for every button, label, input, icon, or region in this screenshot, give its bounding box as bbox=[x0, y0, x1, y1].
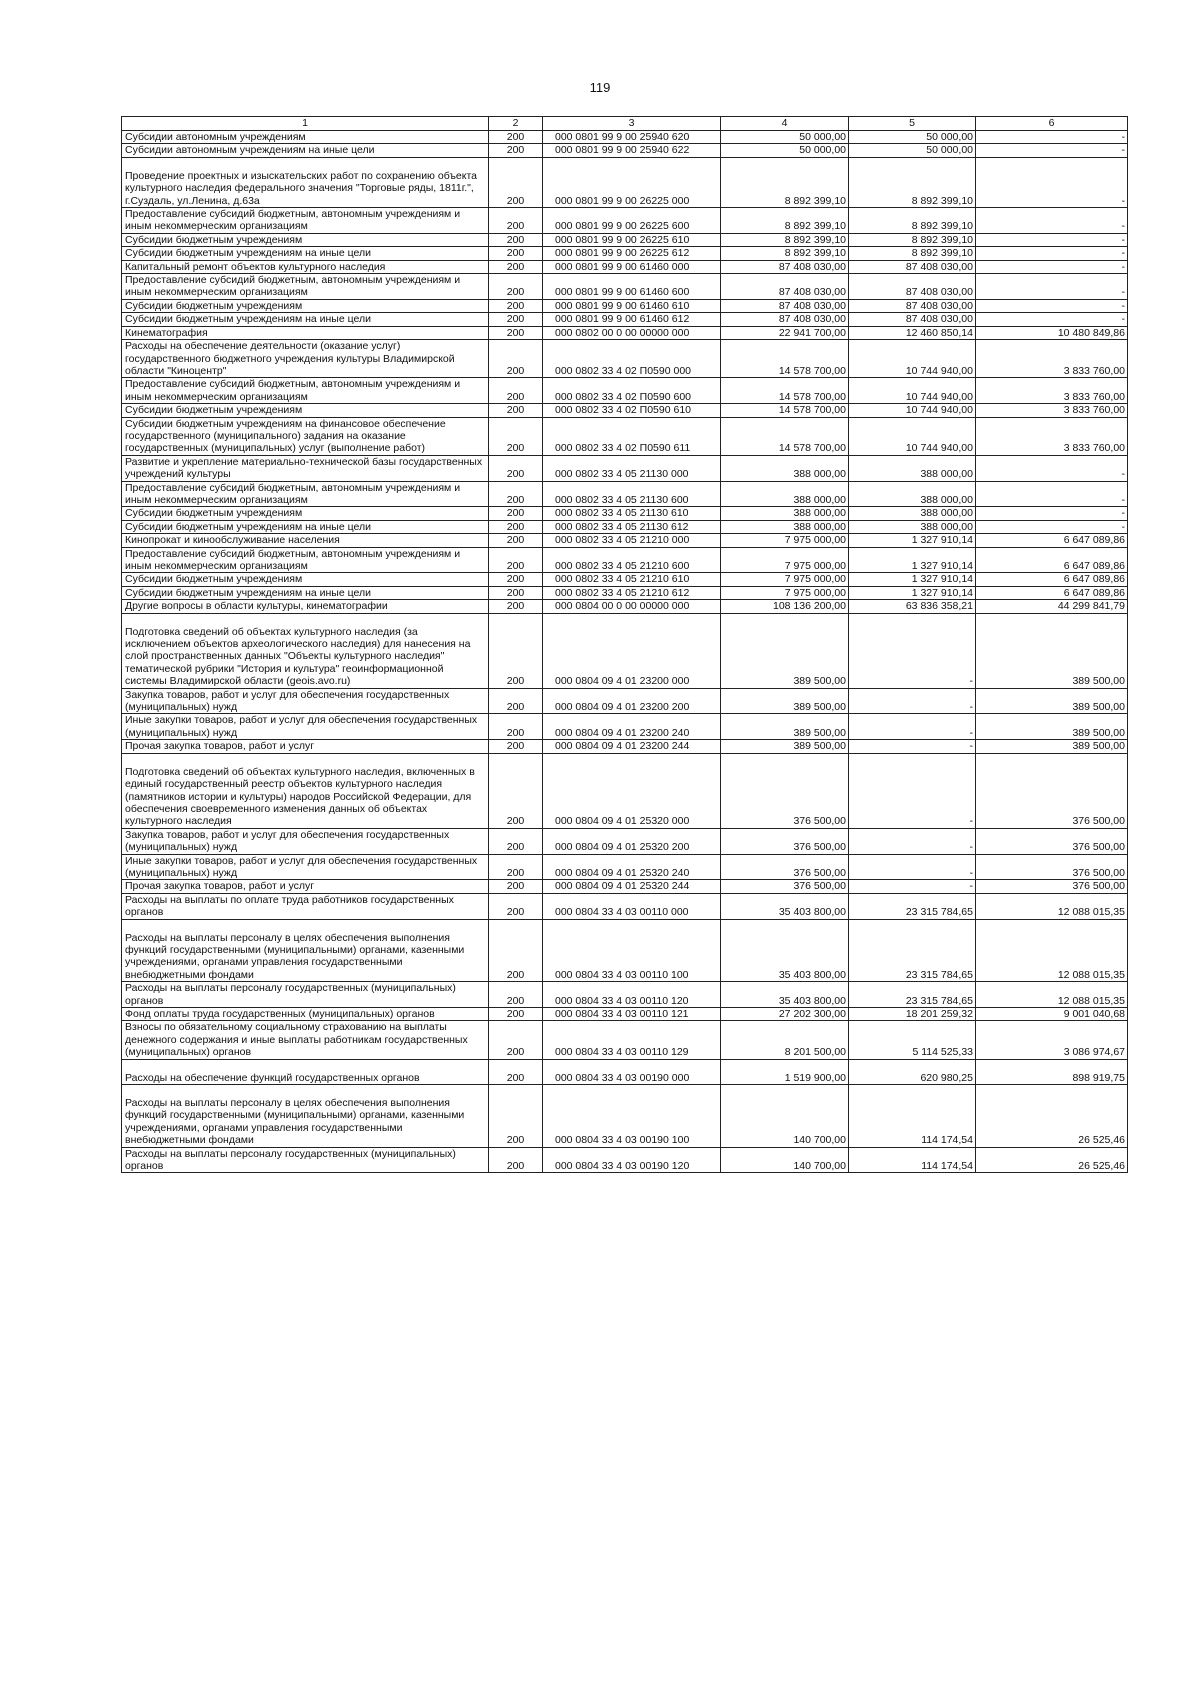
cell-admin: 200 bbox=[489, 313, 543, 326]
cell-fact: 18 201 259,32 bbox=[849, 1008, 976, 1021]
cell-code: 000 0801 99 9 00 26225 610 bbox=[543, 233, 721, 246]
cell-admin: 200 bbox=[489, 613, 543, 688]
cell-admin: 200 bbox=[489, 131, 543, 144]
cell-plan: 7 975 000,00 bbox=[721, 534, 849, 547]
cell-code: 000 0801 99 9 00 26225 000 bbox=[543, 157, 721, 207]
budget-table bbox=[121, 116, 1128, 1173]
cell-name: Субсидии бюджетным учреждениям bbox=[122, 299, 489, 312]
cell-admin: 200 bbox=[489, 1085, 543, 1148]
cell-name: Расходы на выплаты персоналу государственных (муниципальных) органов bbox=[122, 982, 489, 1008]
cell-rest: - bbox=[976, 507, 1128, 520]
cell-fact: 1 327 910,14 bbox=[849, 534, 976, 547]
cell-rest: 12 088 015,35 bbox=[976, 893, 1128, 919]
table-row bbox=[122, 144, 1128, 157]
cell-plan: 50 000,00 bbox=[721, 144, 849, 157]
cell-code: 000 0804 33 4 03 00110 120 bbox=[543, 982, 721, 1008]
cell-admin: 200 bbox=[489, 573, 543, 586]
cell-plan: 14 578 700,00 bbox=[721, 378, 849, 404]
cell-admin: 200 bbox=[489, 507, 543, 520]
cell-rest: 3 833 760,00 bbox=[976, 378, 1128, 404]
table-row bbox=[122, 378, 1128, 404]
table-row bbox=[122, 340, 1128, 378]
column-header: 5 bbox=[849, 117, 976, 131]
table-row bbox=[122, 740, 1128, 753]
cell-fact: 114 174,54 bbox=[849, 1147, 976, 1173]
cell-admin: 200 bbox=[489, 534, 543, 547]
cell-fact: 1 327 910,14 bbox=[849, 547, 976, 573]
cell-fact: 5 114 525,33 bbox=[849, 1021, 976, 1059]
cell-admin: 200 bbox=[489, 208, 543, 234]
cell-code: 000 0804 09 4 01 23200 200 bbox=[543, 688, 721, 714]
cell-rest: - bbox=[976, 299, 1128, 312]
table-row bbox=[122, 586, 1128, 599]
cell-plan: 35 403 800,00 bbox=[721, 893, 849, 919]
cell-code: 000 0804 09 4 01 23200 000 bbox=[543, 613, 721, 688]
cell-code: 000 0804 09 4 01 25320 244 bbox=[543, 880, 721, 893]
cell-rest: 3 833 760,00 bbox=[976, 340, 1128, 378]
table-row bbox=[122, 274, 1128, 300]
cell-code: 000 0804 09 4 01 25320 200 bbox=[543, 828, 721, 854]
cell-fact: - bbox=[849, 688, 976, 714]
cell-plan: 108 136 200,00 bbox=[721, 600, 849, 613]
cell-name: Предоставление субсидий бюджетным, автономным учреждениям и иным некоммерческим организациям bbox=[122, 208, 489, 234]
table-row bbox=[122, 714, 1128, 740]
cell-plan: 8 892 399,10 bbox=[721, 247, 849, 260]
cell-plan: 8 892 399,10 bbox=[721, 157, 849, 207]
cell-plan: 87 408 030,00 bbox=[721, 274, 849, 300]
cell-name: Предоставление субсидий бюджетным, автономным учреждениям и иным некоммерческим организациям bbox=[122, 378, 489, 404]
cell-admin: 200 bbox=[489, 340, 543, 378]
cell-fact: - bbox=[849, 880, 976, 893]
cell-plan: 389 500,00 bbox=[721, 613, 849, 688]
cell-fact: 1 327 910,14 bbox=[849, 573, 976, 586]
cell-fact: 12 460 850,14 bbox=[849, 326, 976, 339]
cell-code: 000 0804 33 4 03 00190 100 bbox=[543, 1085, 721, 1148]
cell-code: 000 0802 33 4 02 П0590 610 bbox=[543, 404, 721, 417]
cell-plan: 388 000,00 bbox=[721, 455, 849, 481]
cell-name: Расходы на обеспечение деятельности (оказание услуг) государственного бюджетного учреждения культуры Владимирской области "Киноцентр" bbox=[122, 340, 489, 378]
cell-name: Закупка товаров, работ и услуг для обеспечения государственных (муниципальных) нужд bbox=[122, 828, 489, 854]
cell-plan: 1 519 900,00 bbox=[721, 1059, 849, 1084]
cell-fact: 1 327 910,14 bbox=[849, 586, 976, 599]
cell-fact: 63 836 358,21 bbox=[849, 600, 976, 613]
cell-fact: 10 744 940,00 bbox=[849, 404, 976, 417]
cell-fact: 23 315 784,65 bbox=[849, 982, 976, 1008]
cell-name: Фонд оплаты труда государственных (муниципальных) органов bbox=[122, 1008, 489, 1021]
column-header: 6 bbox=[976, 117, 1128, 131]
cell-code: 000 0802 33 4 02 П0590 000 bbox=[543, 340, 721, 378]
cell-code: 000 0804 33 4 03 00110 121 bbox=[543, 1008, 721, 1021]
column-header: 4 bbox=[721, 117, 849, 131]
cell-plan: 376 500,00 bbox=[721, 828, 849, 854]
cell-fact: 388 000,00 bbox=[849, 507, 976, 520]
table-row bbox=[122, 688, 1128, 714]
cell-rest: - bbox=[976, 157, 1128, 207]
cell-fact: - bbox=[849, 854, 976, 880]
cell-name: Предоставление субсидий бюджетным, автономным учреждениям и иным некоммерческим организациям bbox=[122, 274, 489, 300]
cell-fact: 388 000,00 bbox=[849, 481, 976, 507]
cell-rest: 26 525,46 bbox=[976, 1147, 1128, 1173]
table-row bbox=[122, 131, 1128, 144]
cell-rest: 12 088 015,35 bbox=[976, 982, 1128, 1008]
cell-fact: 87 408 030,00 bbox=[849, 313, 976, 326]
cell-code: 000 0804 33 4 03 00190 120 bbox=[543, 1147, 721, 1173]
cell-plan: 140 700,00 bbox=[721, 1085, 849, 1148]
cell-rest: - bbox=[976, 233, 1128, 246]
cell-admin: 200 bbox=[489, 893, 543, 919]
cell-name: Субсидии бюджетным учреждениям на иные цели bbox=[122, 247, 489, 260]
cell-rest: - bbox=[976, 274, 1128, 300]
cell-plan: 389 500,00 bbox=[721, 688, 849, 714]
cell-code: 000 0804 09 4 01 25320 000 bbox=[543, 753, 721, 828]
cell-rest: - bbox=[976, 481, 1128, 507]
cell-admin: 200 bbox=[489, 1147, 543, 1173]
cell-name: Субсидии бюджетным учреждениям на иные цели bbox=[122, 313, 489, 326]
cell-admin: 200 bbox=[489, 520, 543, 533]
cell-plan: 389 500,00 bbox=[721, 740, 849, 753]
cell-plan: 87 408 030,00 bbox=[721, 260, 849, 273]
cell-admin: 200 bbox=[489, 481, 543, 507]
cell-code: 000 0801 99 9 00 26225 600 bbox=[543, 208, 721, 234]
cell-code: 000 0804 09 4 01 23200 240 bbox=[543, 714, 721, 740]
column-header: 2 bbox=[489, 117, 543, 131]
cell-fact: 10 744 940,00 bbox=[849, 340, 976, 378]
cell-fact: 8 892 399,10 bbox=[849, 247, 976, 260]
cell-rest: 376 500,00 bbox=[976, 753, 1128, 828]
cell-admin: 200 bbox=[489, 547, 543, 573]
cell-name: Расходы на выплаты по оплате труда работников государственных органов bbox=[122, 893, 489, 919]
cell-name: Субсидии автономным учреждениям bbox=[122, 131, 489, 144]
cell-admin: 200 bbox=[489, 828, 543, 854]
cell-code: 000 0804 00 0 00 00000 000 bbox=[543, 600, 721, 613]
cell-plan: 376 500,00 bbox=[721, 880, 849, 893]
cell-code: 000 0804 33 4 03 00110 100 bbox=[543, 919, 721, 982]
cell-admin: 200 bbox=[489, 1021, 543, 1059]
cell-fact: 23 315 784,65 bbox=[849, 893, 976, 919]
cell-admin: 200 bbox=[489, 854, 543, 880]
cell-name: Иные закупки товаров, работ и услуг для обеспечения государственных (муниципальных) нужд bbox=[122, 714, 489, 740]
cell-fact: 87 408 030,00 bbox=[849, 299, 976, 312]
table-row bbox=[122, 520, 1128, 533]
cell-admin: 200 bbox=[489, 274, 543, 300]
cell-code: 000 0802 33 4 02 П0590 600 bbox=[543, 378, 721, 404]
cell-rest: 376 500,00 bbox=[976, 854, 1128, 880]
cell-code: 000 0801 99 9 00 25940 622 bbox=[543, 144, 721, 157]
cell-rest: - bbox=[976, 131, 1128, 144]
cell-plan: 27 202 300,00 bbox=[721, 1008, 849, 1021]
cell-name: Субсидии бюджетным учреждениям на иные цели bbox=[122, 586, 489, 599]
table-row bbox=[122, 1059, 1128, 1084]
table-row bbox=[122, 455, 1128, 481]
cell-fact: 87 408 030,00 bbox=[849, 274, 976, 300]
table-row bbox=[122, 299, 1128, 312]
cell-plan: 389 500,00 bbox=[721, 714, 849, 740]
cell-code: 000 0804 09 4 01 23200 244 bbox=[543, 740, 721, 753]
cell-plan: 14 578 700,00 bbox=[721, 340, 849, 378]
cell-rest: 9 001 040,68 bbox=[976, 1008, 1128, 1021]
cell-fact: - bbox=[849, 753, 976, 828]
cell-admin: 200 bbox=[489, 157, 543, 207]
cell-rest: 6 647 089,86 bbox=[976, 547, 1128, 573]
cell-name: Развитие и укрепление материально-технической базы государственных учреждений культуры bbox=[122, 455, 489, 481]
cell-name: Подготовка сведений об объектах культурного наследия (за исключением объектов археологического наследия) для нанесения на слой пространственных данных "Объекты культурного наследия" тематической рубрики "История и культура" геоинформационной системы Владимирской области (geois.avo.ru) bbox=[122, 613, 489, 688]
cell-fact: - bbox=[849, 613, 976, 688]
cell-plan: 8 892 399,10 bbox=[721, 233, 849, 246]
cell-rest: 6 647 089,86 bbox=[976, 534, 1128, 547]
table-row bbox=[122, 1085, 1128, 1148]
cell-rest: 6 647 089,86 bbox=[976, 586, 1128, 599]
table-row bbox=[122, 404, 1128, 417]
cell-admin: 200 bbox=[489, 144, 543, 157]
cell-fact: 388 000,00 bbox=[849, 455, 976, 481]
cell-admin: 200 bbox=[489, 247, 543, 260]
cell-name: Другие вопросы в области культуры, кинематографии bbox=[122, 600, 489, 613]
cell-admin: 200 bbox=[489, 417, 543, 455]
cell-admin: 200 bbox=[489, 586, 543, 599]
table-row bbox=[122, 233, 1128, 246]
cell-name: Субсидии бюджетным учреждениям bbox=[122, 573, 489, 586]
cell-rest: 3 086 974,67 bbox=[976, 1021, 1128, 1059]
cell-name: Кинопрокат и кинообслуживание населения bbox=[122, 534, 489, 547]
cell-fact: - bbox=[849, 714, 976, 740]
cell-plan: 35 403 800,00 bbox=[721, 982, 849, 1008]
cell-plan: 388 000,00 bbox=[721, 520, 849, 533]
cell-admin: 200 bbox=[489, 1059, 543, 1084]
table-row bbox=[122, 247, 1128, 260]
column-header: 3 bbox=[543, 117, 721, 131]
cell-rest: 44 299 841,79 bbox=[976, 600, 1128, 613]
cell-name: Субсидии бюджетным учреждениям bbox=[122, 507, 489, 520]
cell-fact: 50 000,00 bbox=[849, 144, 976, 157]
cell-code: 000 0801 99 9 00 26225 612 bbox=[543, 247, 721, 260]
cell-rest: - bbox=[976, 455, 1128, 481]
cell-code: 000 0802 33 4 05 21210 000 bbox=[543, 534, 721, 547]
cell-fact: 87 408 030,00 bbox=[849, 260, 976, 273]
cell-code: 000 0801 99 9 00 61460 612 bbox=[543, 313, 721, 326]
table-row bbox=[122, 600, 1128, 613]
cell-code: 000 0802 33 4 05 21130 000 bbox=[543, 455, 721, 481]
cell-fact: 620 980,25 bbox=[849, 1059, 976, 1084]
cell-plan: 87 408 030,00 bbox=[721, 313, 849, 326]
cell-admin: 200 bbox=[489, 600, 543, 613]
cell-admin: 200 bbox=[489, 1008, 543, 1021]
cell-name: Кинематография bbox=[122, 326, 489, 339]
cell-code: 000 0801 99 9 00 61460 000 bbox=[543, 260, 721, 273]
cell-admin: 200 bbox=[489, 880, 543, 893]
cell-name: Расходы на выплаты персоналу в целях обеспечения выполнения функций государственными (муниципальными) органами, казенными учреждениями, органами управления государственными внебюджетными фондами bbox=[122, 1085, 489, 1148]
cell-name: Взносы по обязательному социальному страхованию на выплаты денежного содержания и иные выплаты работникам государственных (муниципальных) органов bbox=[122, 1021, 489, 1059]
cell-name: Расходы на выплаты персоналу в целях обеспечения выполнения функций государственными (муниципальными) органами, казенными учреждениями, органами управления государственными внебюджетными фондами bbox=[122, 919, 489, 982]
table-row bbox=[122, 507, 1128, 520]
page-number: 119 bbox=[589, 80, 611, 95]
cell-rest: - bbox=[976, 247, 1128, 260]
cell-code: 000 0804 33 4 03 00110 129 bbox=[543, 1021, 721, 1059]
table-row bbox=[122, 326, 1128, 339]
cell-admin: 200 bbox=[489, 260, 543, 273]
cell-fact: 50 000,00 bbox=[849, 131, 976, 144]
cell-plan: 376 500,00 bbox=[721, 854, 849, 880]
cell-admin: 200 bbox=[489, 326, 543, 339]
cell-plan: 388 000,00 bbox=[721, 481, 849, 507]
cell-plan: 87 408 030,00 bbox=[721, 299, 849, 312]
cell-rest: 389 500,00 bbox=[976, 688, 1128, 714]
table-row bbox=[122, 573, 1128, 586]
cell-rest: - bbox=[976, 144, 1128, 157]
cell-name: Субсидии бюджетным учреждениям на иные цели bbox=[122, 520, 489, 533]
cell-plan: 14 578 700,00 bbox=[721, 404, 849, 417]
cell-code: 000 0801 99 9 00 61460 610 bbox=[543, 299, 721, 312]
cell-rest: 10 480 849,86 bbox=[976, 326, 1128, 339]
cell-name: Капитальный ремонт объектов культурного наследия bbox=[122, 260, 489, 273]
cell-rest: 389 500,00 bbox=[976, 740, 1128, 753]
cell-fact: - bbox=[849, 740, 976, 753]
table-row bbox=[122, 613, 1128, 688]
cell-rest: - bbox=[976, 313, 1128, 326]
table-row bbox=[122, 880, 1128, 893]
column-header: 1 bbox=[122, 117, 489, 131]
cell-name: Предоставление субсидий бюджетным, автономным учреждениям и иным некоммерческим организациям bbox=[122, 547, 489, 573]
cell-name: Подготовка сведений об объектах культурного наследия, включенных в единый государственный реестр объектов культурного наследия (памятников истории и культуры) народов Российской Федерации, для обеспечения своевременного изменения данных об объектах культурного наследия bbox=[122, 753, 489, 828]
table-row bbox=[122, 417, 1128, 455]
cell-fact: 10 744 940,00 bbox=[849, 417, 976, 455]
cell-admin: 200 bbox=[489, 714, 543, 740]
cell-admin: 200 bbox=[489, 404, 543, 417]
cell-admin: 200 bbox=[489, 688, 543, 714]
cell-name: Субсидии бюджетным учреждениям bbox=[122, 233, 489, 246]
cell-name: Субсидии бюджетным учреждениям bbox=[122, 404, 489, 417]
cell-plan: 140 700,00 bbox=[721, 1147, 849, 1173]
cell-name: Проведение проектных и изыскательских работ по сохранению объекта культурного наследия федерального значения "Торговые ряды, 1811г.", г.Суздаль, ул.Ленина, д.63а bbox=[122, 157, 489, 207]
cell-code: 000 0802 33 4 02 П0590 611 bbox=[543, 417, 721, 455]
cell-rest: 376 500,00 bbox=[976, 880, 1128, 893]
cell-name: Прочая закупка товаров, работ и услуг bbox=[122, 880, 489, 893]
cell-name: Субсидии бюджетным учреждениям на финансовое обеспечение государственного (муниципального) задания на оказание государственных (муниципальных) услуг (выполнение работ) bbox=[122, 417, 489, 455]
cell-rest: - bbox=[976, 260, 1128, 273]
cell-rest: 376 500,00 bbox=[976, 828, 1128, 854]
table-row bbox=[122, 547, 1128, 573]
table-row bbox=[122, 1008, 1128, 1021]
cell-code: 000 0802 33 4 05 21130 610 bbox=[543, 507, 721, 520]
cell-rest: 389 500,00 bbox=[976, 613, 1128, 688]
cell-plan: 8 201 500,00 bbox=[721, 1021, 849, 1059]
table-row bbox=[122, 893, 1128, 919]
cell-plan: 7 975 000,00 bbox=[721, 573, 849, 586]
table-row bbox=[122, 854, 1128, 880]
cell-plan: 7 975 000,00 bbox=[721, 547, 849, 573]
table-row bbox=[122, 313, 1128, 326]
table-row bbox=[122, 919, 1128, 982]
cell-name: Прочая закупка товаров, работ и услуг bbox=[122, 740, 489, 753]
cell-code: 000 0801 99 9 00 61460 600 bbox=[543, 274, 721, 300]
cell-plan: 7 975 000,00 bbox=[721, 586, 849, 599]
cell-code: 000 0802 00 0 00 00000 000 bbox=[543, 326, 721, 339]
cell-name: Иные закупки товаров, работ и услуг для обеспечения государственных (муниципальных) нужд bbox=[122, 854, 489, 880]
cell-rest: 3 833 760,00 bbox=[976, 404, 1128, 417]
cell-plan: 14 578 700,00 bbox=[721, 417, 849, 455]
cell-plan: 376 500,00 bbox=[721, 753, 849, 828]
cell-fact: 23 315 784,65 bbox=[849, 919, 976, 982]
table-row bbox=[122, 753, 1128, 828]
cell-code: 000 0804 09 4 01 25320 240 bbox=[543, 854, 721, 880]
cell-code: 000 0804 33 4 03 00110 000 bbox=[543, 893, 721, 919]
cell-plan: 8 892 399,10 bbox=[721, 208, 849, 234]
cell-name: Предоставление субсидий бюджетным, автономным учреждениям и иным некоммерческим организациям bbox=[122, 481, 489, 507]
cell-fact: 388 000,00 bbox=[849, 520, 976, 533]
table-row bbox=[122, 1147, 1128, 1173]
cell-name: Расходы на выплаты персоналу государственных (муниципальных) органов bbox=[122, 1147, 489, 1173]
cell-rest: 12 088 015,35 bbox=[976, 919, 1128, 982]
cell-code: 000 0802 33 4 05 21210 612 bbox=[543, 586, 721, 599]
table-row bbox=[122, 157, 1128, 207]
cell-fact: 8 892 399,10 bbox=[849, 208, 976, 234]
cell-plan: 22 941 700,00 bbox=[721, 326, 849, 339]
cell-fact: 114 174,54 bbox=[849, 1085, 976, 1148]
cell-code: 000 0802 33 4 05 21210 600 bbox=[543, 547, 721, 573]
table-row bbox=[122, 1021, 1128, 1059]
table-row bbox=[122, 208, 1128, 234]
cell-name: Расходы на обеспечение функций государственных органов bbox=[122, 1059, 489, 1084]
cell-admin: 200 bbox=[489, 378, 543, 404]
cell-rest: 3 833 760,00 bbox=[976, 417, 1128, 455]
cell-admin: 200 bbox=[489, 740, 543, 753]
cell-code: 000 0801 99 9 00 25940 620 bbox=[543, 131, 721, 144]
cell-admin: 200 bbox=[489, 982, 543, 1008]
cell-code: 000 0802 33 4 05 21130 600 bbox=[543, 481, 721, 507]
cell-admin: 200 bbox=[489, 919, 543, 982]
table-row bbox=[122, 982, 1128, 1008]
cell-code: 000 0804 33 4 03 00190 000 bbox=[543, 1059, 721, 1084]
cell-rest: - bbox=[976, 520, 1128, 533]
table-row bbox=[122, 828, 1128, 854]
cell-fact: 8 892 399,10 bbox=[849, 157, 976, 207]
cell-code: 000 0802 33 4 05 21130 612 bbox=[543, 520, 721, 533]
cell-rest: 26 525,46 bbox=[976, 1085, 1128, 1148]
cell-admin: 200 bbox=[489, 753, 543, 828]
cell-name: Закупка товаров, работ и услуг для обеспечения государственных (муниципальных) нужд bbox=[122, 688, 489, 714]
cell-plan: 388 000,00 bbox=[721, 507, 849, 520]
cell-plan: 35 403 800,00 bbox=[721, 919, 849, 982]
cell-fact: - bbox=[849, 828, 976, 854]
table-row bbox=[122, 481, 1128, 507]
cell-code: 000 0802 33 4 05 21210 610 bbox=[543, 573, 721, 586]
cell-admin: 200 bbox=[489, 233, 543, 246]
cell-rest: - bbox=[976, 208, 1128, 234]
cell-plan: 50 000,00 bbox=[721, 131, 849, 144]
cell-rest: 898 919,75 bbox=[976, 1059, 1128, 1084]
cell-name: Субсидии автономным учреждениям на иные цели bbox=[122, 144, 489, 157]
table-row bbox=[122, 260, 1128, 273]
header-row bbox=[122, 117, 1128, 131]
cell-rest: 389 500,00 bbox=[976, 714, 1128, 740]
cell-admin: 200 bbox=[489, 455, 543, 481]
cell-fact: 8 892 399,10 bbox=[849, 233, 976, 246]
cell-rest: 6 647 089,86 bbox=[976, 573, 1128, 586]
cell-fact: 10 744 940,00 bbox=[849, 378, 976, 404]
table-row bbox=[122, 534, 1128, 547]
cell-admin: 200 bbox=[489, 299, 543, 312]
